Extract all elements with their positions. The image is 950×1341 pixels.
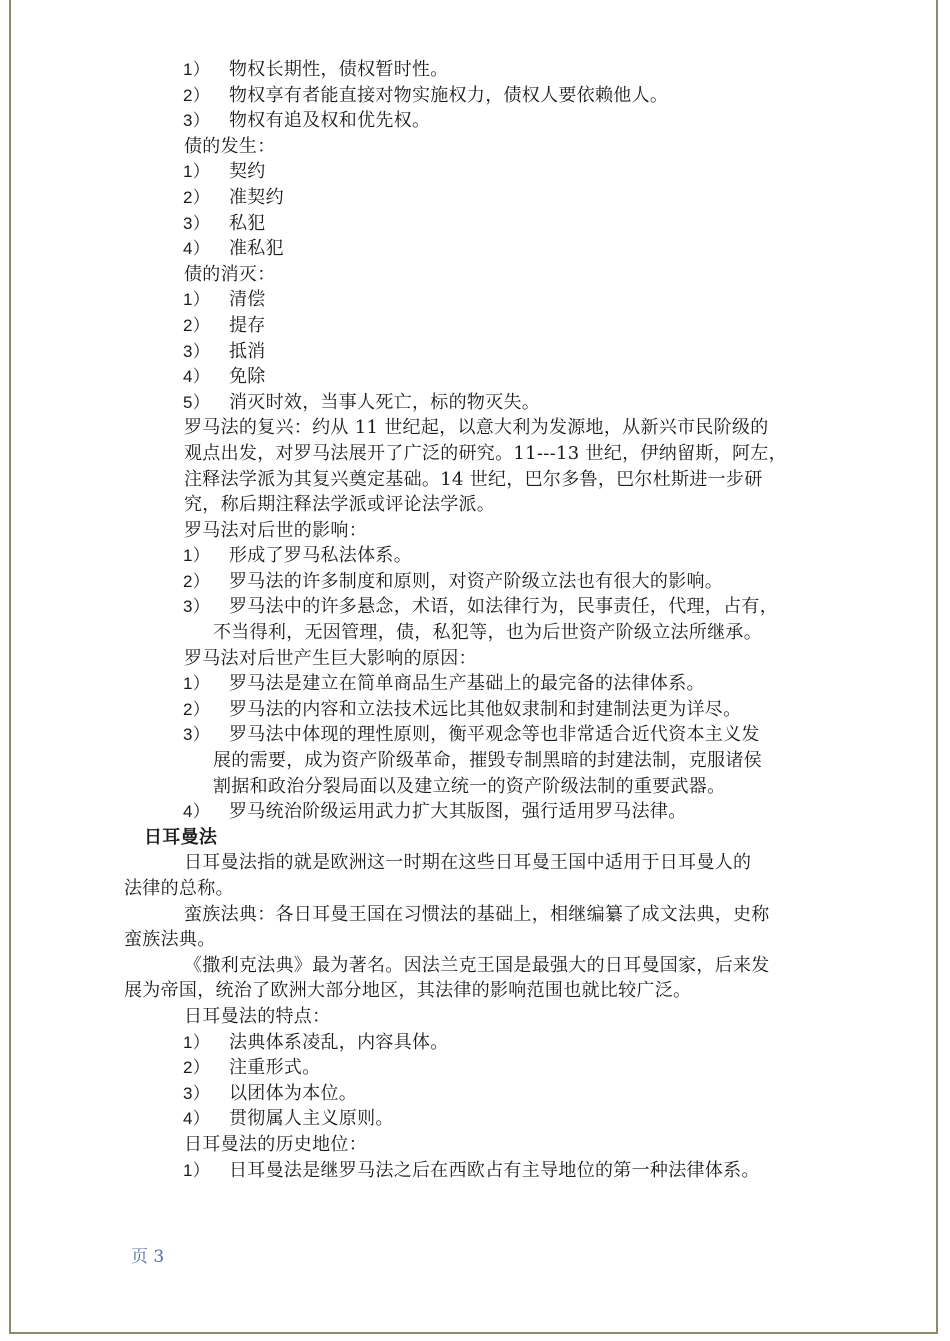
list-text: 注重形式。: [229, 1057, 321, 1079]
paragraph-text: 日耳曼法指的就是欧洲这一时期在这些日耳曼王国中适用于日耳曼人的: [184, 852, 752, 874]
list-item: [0, 236, 950, 262]
list-number: 1）: [183, 1160, 211, 1180]
list-text: 契约: [229, 161, 266, 183]
list-number: 3）: [183, 341, 211, 361]
list-text: 物权长期性，债权暂时性。: [229, 59, 449, 80]
paragraph-line: [0, 1132, 950, 1158]
paragraph-line: [0, 415, 950, 441]
paragraph-text: 不当得利，无因管理，债，私犯等，也为后世资产阶级立法所继承。: [213, 622, 762, 644]
paragraph-line: [0, 876, 950, 902]
paragraph-line: [0, 902, 950, 928]
list-item: [0, 339, 950, 365]
list-number: 2）: [183, 85, 211, 105]
paragraph-text: 日耳曼法的特点：: [184, 1005, 331, 1027]
list-text: 抵消: [229, 340, 266, 362]
paragraph-text: 究，称后期注释法学派或评论法学派。: [184, 494, 496, 516]
document-body: [0, 57, 950, 1183]
list-item: [0, 83, 950, 109]
paragraph-line: [0, 953, 950, 979]
list-text: 准私犯: [229, 238, 284, 260]
heading-text: 日耳曼法: [144, 826, 218, 848]
paragraph-text: 注释法学派为其复兴奠定基础。14 世纪，巴尔多鲁，巴尔杜斯进一步研: [184, 468, 763, 490]
paragraph-text: 罗马法对后世的影响：: [184, 519, 367, 541]
list-item: [0, 364, 950, 390]
paragraph-text: 割据和政治分裂局面以及建立统一的资产阶级法制的重要武器。: [213, 775, 726, 797]
paragraph-line: [0, 748, 950, 774]
paragraph-text: 法律的总称。: [124, 878, 234, 899]
list-number: 3）: [183, 213, 211, 233]
paragraph-line: [0, 441, 950, 467]
section-heading: [0, 825, 950, 851]
list-item: [0, 1055, 950, 1081]
paragraph-text: 蛮族法典。: [124, 929, 216, 951]
paragraph-text: 展的需要，成为资产阶级革命，摧毁专制黑暗的封建法制，克服诸侯: [213, 750, 762, 772]
paragraph-line: [0, 850, 950, 876]
list-text: 免除: [229, 366, 266, 388]
paragraph-text: 展为帝国，统治了欧洲大部分地区，其法律的影响范围也就比较广泛。: [124, 980, 692, 1002]
list-text: 贯彻属人主义原则。: [229, 1108, 394, 1130]
paragraph-text: 日耳曼法的历史地位：: [184, 1133, 367, 1155]
list-number: 1）: [183, 674, 211, 694]
list-item: [0, 671, 950, 697]
list-item: [0, 722, 950, 748]
list-text: 形成了罗马私法体系。: [229, 545, 412, 567]
paragraph-text: 债的发生：: [184, 135, 276, 157]
list-number: 5）: [183, 392, 211, 412]
list-number: 4）: [183, 1109, 211, 1129]
paragraph-line: [0, 927, 950, 953]
list-item: [0, 313, 950, 339]
list-item: [0, 185, 950, 211]
paragraph-line: [0, 518, 950, 544]
paragraph-line: [0, 620, 950, 646]
paragraph-line: [0, 467, 950, 493]
paragraph-line: [0, 134, 950, 160]
list-number: 3）: [183, 111, 211, 131]
list-number: 3）: [183, 597, 211, 617]
list-text: 日耳曼法是继罗马法之后在西欧占有主导地位的第一种法律体系。: [229, 1159, 760, 1181]
list-item: [0, 1158, 950, 1184]
list-text: 物权享有者能直接对物实施权力，债权人要依赖他人。: [229, 84, 669, 106]
list-number: 3）: [183, 1083, 211, 1103]
list-item: [0, 799, 950, 825]
paragraph-text: 蛮族法典：各日耳曼王国在习惯法的基础上，相继编纂了成文法典，史称: [184, 903, 770, 925]
paragraph-text: 观点出发，对罗马法展开了广泛的研究。11---13 世纪，伊纳留斯，阿左，: [184, 442, 787, 464]
list-number: 4）: [183, 239, 211, 259]
list-item: [0, 543, 950, 569]
paragraph-line: [0, 262, 950, 288]
paragraph-text: 《撒利克法典》最为著名。因法兰克王国是最强大的日耳曼国家，后来发: [184, 954, 770, 976]
list-item: [0, 211, 950, 237]
list-text: 私犯: [229, 212, 266, 234]
list-text: 罗马法的内容和立法技术远比其他奴隶制和封建制法更为详尽。: [229, 698, 742, 720]
list-text: 消灭时效，当事人死亡，标的物灭失。: [229, 391, 541, 413]
list-text: 以团体为本位。: [229, 1082, 358, 1104]
list-text: 法典体系凌乱，内容具体。: [229, 1031, 449, 1053]
list-number: 2）: [183, 699, 211, 719]
list-text: 罗马法是建立在简单商品生产基础上的最完备的法律体系。: [229, 673, 705, 695]
list-number: 1）: [183, 162, 211, 182]
list-text: 物权有追及权和优先权。: [229, 110, 431, 132]
list-item: [0, 594, 950, 620]
page-number: 页 3: [131, 1247, 165, 1267]
list-number: 2）: [183, 571, 211, 591]
list-number: 1）: [183, 290, 211, 310]
list-item: [0, 569, 950, 595]
list-number: 1）: [183, 60, 211, 79]
list-item: [0, 1106, 950, 1132]
list-number: 1）: [183, 1032, 211, 1052]
list-item: [0, 57, 950, 83]
paragraph-text: 罗马法的复兴：约从 11 世纪起，以意大利为发源地，从新兴市民阶级的: [184, 417, 769, 439]
list-item: [0, 1081, 950, 1107]
list-number: 2）: [183, 1058, 211, 1078]
paragraph-line: [0, 646, 950, 672]
paragraph-text: 债的消灭：: [184, 263, 276, 285]
list-number: 1）: [183, 546, 211, 566]
list-text: 罗马法中的许多悬念，术语，如法律行为，民事责任，代理，占有，: [229, 596, 778, 618]
list-text: 清偿: [229, 289, 266, 311]
list-item: [0, 287, 950, 313]
list-item: [0, 159, 950, 185]
list-item: [0, 697, 950, 723]
list-text: 罗马统治阶级运用武力扩大其版图，强行适用罗马法律。: [229, 801, 687, 823]
paragraph-line: [0, 978, 950, 1004]
list-item: [0, 108, 950, 134]
paragraph-line: [0, 492, 950, 518]
list-item: [0, 390, 950, 416]
list-number: 2）: [183, 315, 211, 335]
list-text: 提存: [229, 314, 266, 336]
paragraph-line: [0, 774, 950, 800]
paragraph-line: [0, 1004, 950, 1030]
list-number: 3）: [183, 725, 211, 745]
list-number: 2）: [183, 187, 211, 207]
list-text: 罗马法的许多制度和原则，对资产阶级立法也有很大的影响。: [229, 570, 724, 592]
list-number: 4）: [183, 802, 211, 822]
list-text: 准契约: [229, 186, 284, 208]
list-number: 4）: [183, 367, 211, 387]
list-text: 罗马法中体现的理性原则，衡平观念等也非常适合近代资本主义发: [229, 724, 760, 746]
list-item: [0, 1030, 950, 1056]
paragraph-text: 罗马法对后世产生巨大影响的原因：: [184, 647, 477, 669]
